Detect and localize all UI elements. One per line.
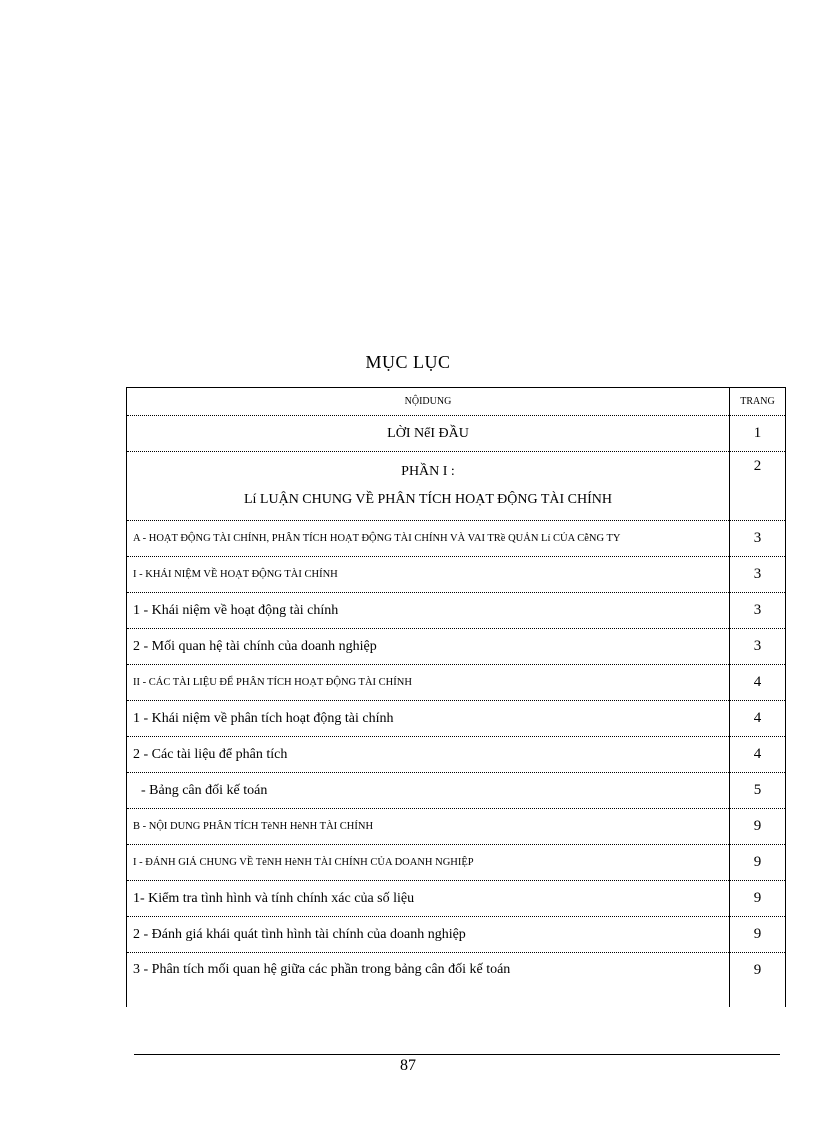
toc-page: 9 [730,845,786,881]
toc-page: 9 [730,881,786,917]
toc-entry: 1 - Khái niệm về hoạt động tài chính [127,593,730,629]
toc-page: 4 [730,737,786,773]
toc-entry: I - KHÁI NIỆM VỀ HOẠT ĐỘNG TÀI CHÍNH [127,557,730,593]
table-row [127,557,786,593]
table-row [127,665,786,701]
header-content: NỘIDUNG [127,388,730,416]
toc-entry: II - CÁC TÀI LIỆU ĐỂ PHÂN TÍCH HOẠT ĐỘNG TÀI CHÍNH [127,665,730,701]
toc-entry: - Bảng cân đối kế toán [127,773,730,809]
table-row [127,416,786,452]
toc-page: 3 [730,629,786,665]
toc-entry: 3 - Phân tích mối quan hệ giữa các phần trong bảng cân đối kế toán [133,962,511,977]
table-row [127,521,786,557]
toc-entry [127,452,730,521]
table-row [127,773,786,809]
table-row [127,629,786,665]
toc-entry: LỜI NểI ĐẦU [127,416,730,452]
table-header-row [127,388,786,416]
toc-entry: 2 - Mối quan hệ tài chính của doanh nghiệp [127,629,730,665]
table-row [127,917,786,953]
header-page: TRANG [730,388,786,416]
toc-entry: 2 - Các tài liệu để phân tích [127,737,730,773]
toc-page: 3 [730,521,786,557]
toc-table [126,387,786,1007]
table-row [127,809,786,845]
toc-entry: B - NỘI DUNG PHÂN TÍCH TèNH HèNH TÀI CHÍNH [127,809,730,845]
toc-entry: A - HOẠT ĐỘNG TÀI CHÍNH, PHÂN TÍCH HOẠT ĐỘNG TÀI CHÍNH VÀ VAI TRề QUẢN Lí CỦA CễNG TY [127,521,730,557]
toc-entry: 1 - Khái niệm về phân tích hoạt động tài chính [127,701,730,737]
toc-page: 4 [730,665,786,701]
toc-entry: 1- Kiểm tra tình hình và tính chính xác của số liệu [127,881,730,917]
toc-page: 9 [730,953,786,1008]
toc-entry: 2 - Đánh giá khái quát tình hình tài chính của doanh nghiệp [127,917,730,953]
table-row [127,452,786,521]
table-row [127,701,786,737]
toc-page: 3 [730,593,786,629]
page-number: 87 [400,1057,416,1074]
table-row [127,881,786,917]
table-row [127,845,786,881]
toc-page: 1 [730,416,786,452]
toc-entry: I - ĐÁNH GIÁ CHUNG VỀ TèNH HèNH TÀI CHÍNH CỦA DOANH NGHIỆP [127,845,730,881]
toc-page: 9 [730,917,786,953]
toc-page: 3 [730,557,786,593]
footer-divider [134,1054,780,1055]
table-row [127,953,786,1008]
table-row [127,737,786,773]
part-title: Lí LUẬN CHUNG VỀ PHÂN TÍCH HOẠT ĐỘNG TÀI CHÍNH [243,492,612,507]
toc-page: 9 [730,809,786,845]
table-row [127,593,786,629]
toc-page: 2 [730,452,786,521]
part-label: PHẦN I : [401,464,455,479]
toc-page: 4 [730,701,786,737]
page-title: MỤC LỤC [365,352,451,372]
toc-page: 5 [730,773,786,809]
